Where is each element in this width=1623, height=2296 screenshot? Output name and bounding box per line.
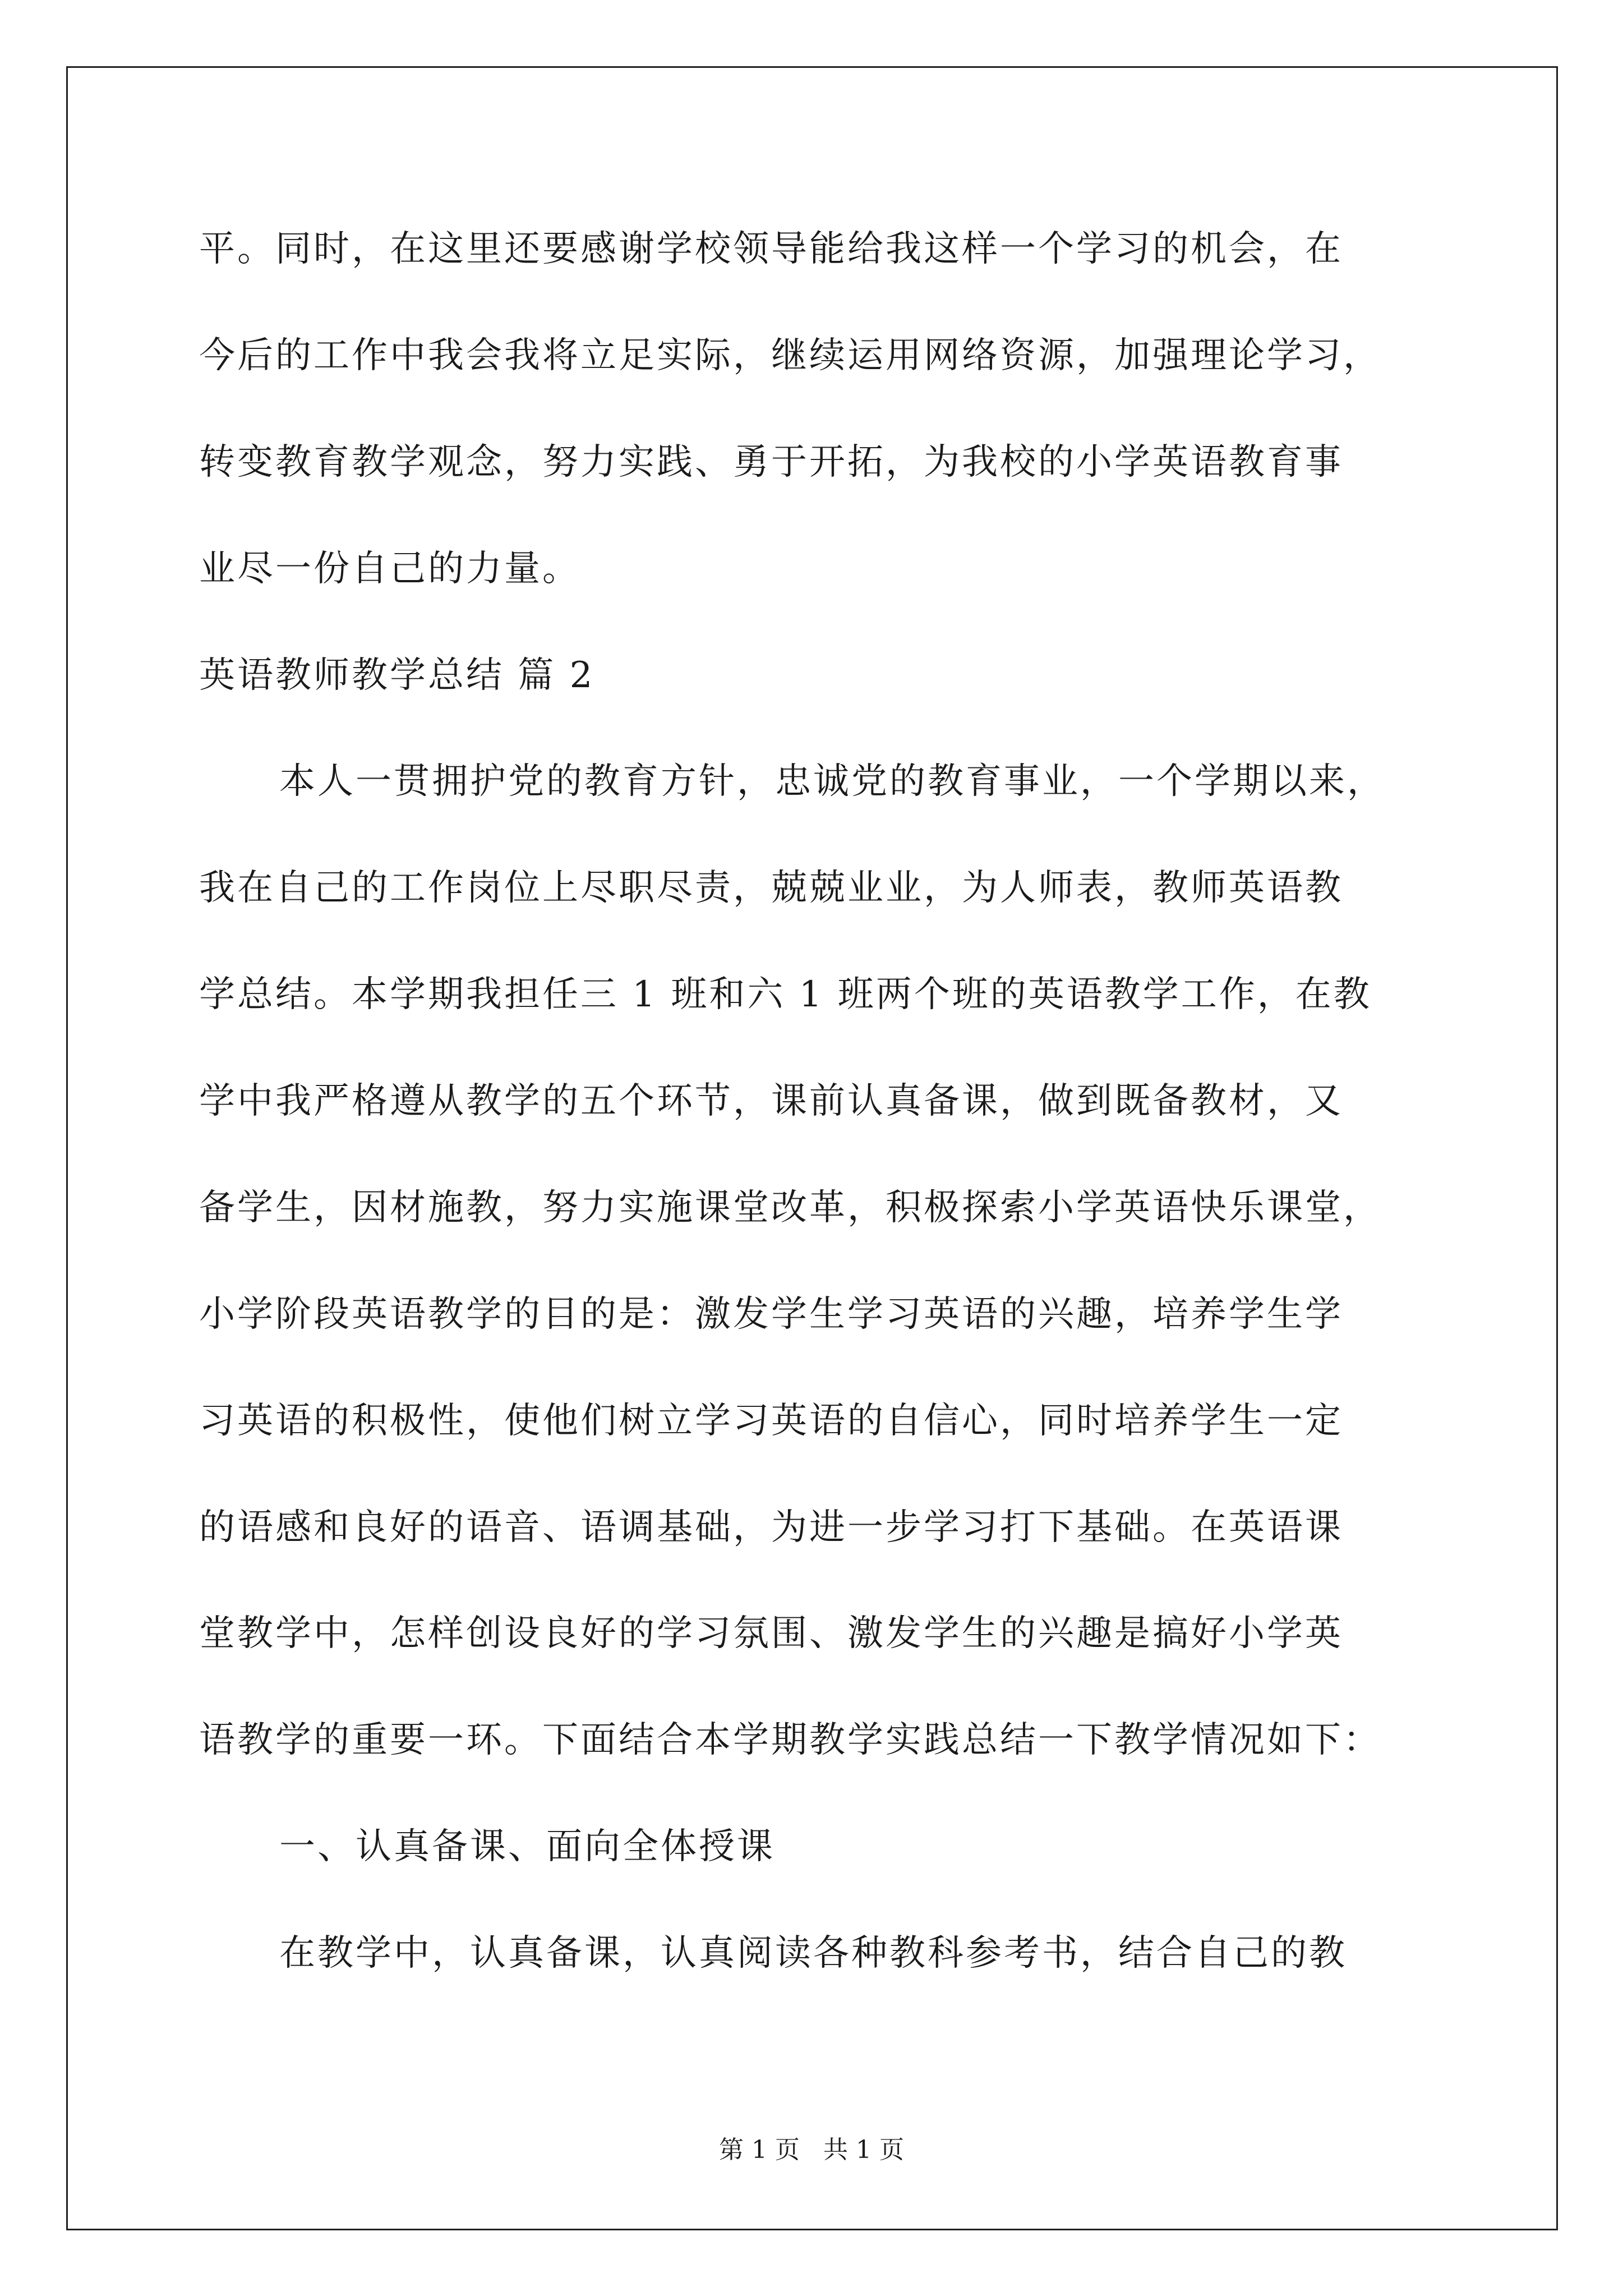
paragraph-line: 转变教育教学观念，努力实践、勇于开拓，为我校的小学英语教育事 [199, 441, 1343, 483]
subheading: 一、认真备课、面向全体授课 [279, 1826, 775, 1867]
paragraph-line: 习英语的积极性，使他们树立学习英语的自信心，同时培养学生一定 [199, 1400, 1343, 1442]
paragraph-line: 我在自己的工作岗位上尽职尽责，兢兢业业，为人师表，教师英语教 [199, 867, 1343, 909]
paragraph-line: 堂教学中，怎样创设良好的学习氛围、激发学生的兴趣是搞好小学英 [199, 1613, 1343, 1654]
paragraph-line: 语教学的重要一环。下面结合本学期教学实践总结一下教学情况如下： [199, 1719, 1381, 1761]
paragraph-line: 学中我严格遵从教学的五个环节，课前认真备课，做到既备教材，又 [199, 1080, 1343, 1122]
paragraph-line: 小学阶段英语教学的目的是：激发学生学习英语的兴趣，培养学生学 [199, 1294, 1343, 1335]
page-footer: 第 1 页 共 1 页 [719, 2136, 904, 2164]
paragraph-line: 今后的工作中我会我将立足实际，继续运用网络资源，加强理论学习， [199, 335, 1381, 376]
paragraph-line: 在教学中，认真备课，认真阅读各种教科参考书，结合自己的教 [279, 1932, 1347, 1974]
paragraph-line: 平。同时，在这里还要感谢学校领导能给我这样一个学习的机会，在 [199, 228, 1343, 270]
paragraph-line: 业尽一份自己的力量。 [199, 548, 580, 590]
paragraph-line: 本人一贯拥护党的教育方针，忠诚党的教育事业，一个学期以来， [279, 761, 1385, 802]
paragraph-line: 的语感和良好的语音、语调基础，为进一步学习打下基础。在英语课 [199, 1507, 1343, 1548]
page-border [66, 66, 1558, 2230]
section-heading: 英语教师教学总结 篇 2 [199, 655, 595, 696]
paragraph-line: 学总结。本学期我担任三 1 班和六 1 班两个班的英语教学工作，在教 [199, 974, 1372, 1015]
paragraph-line: 备学生，因材施教，努力实施课堂改革，积极探索小学英语快乐课堂， [199, 1187, 1381, 1228]
